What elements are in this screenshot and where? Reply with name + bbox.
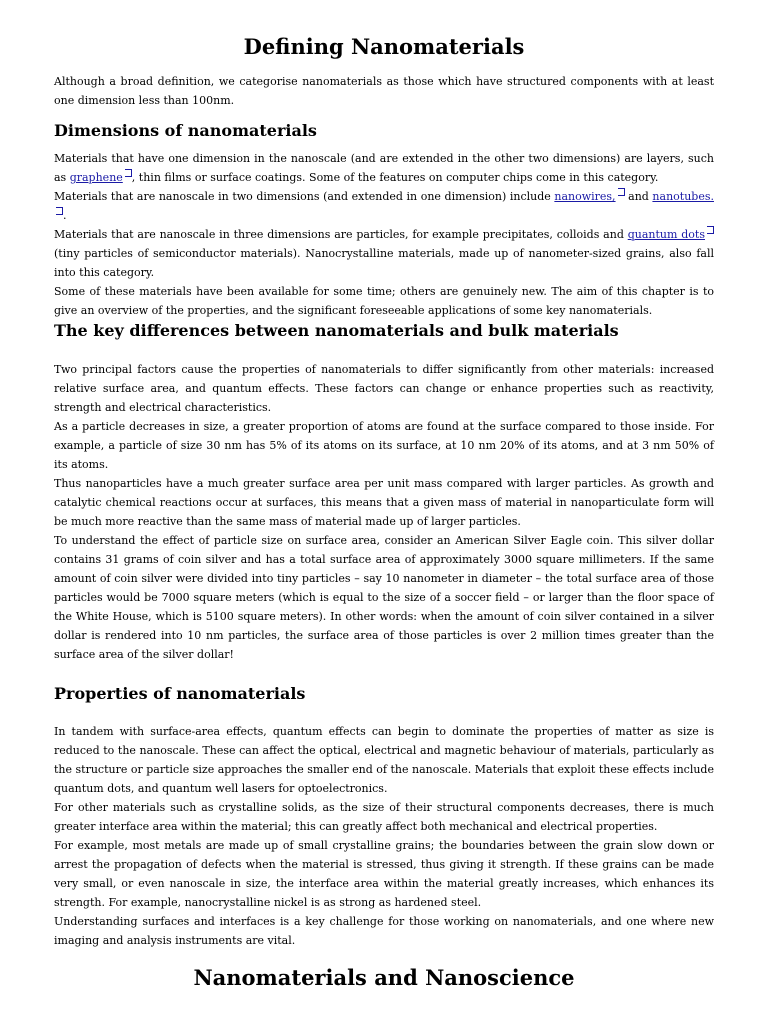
paragraph: Two principal factors cause the properties of nanomaterials to differ significantly from other materials: increased relative surface area, and quantum effects. These factors can change or enhance properties such as reactivity, strength and electrical characteristics. bbox=[54, 363, 714, 414]
link-nanotubes[interactable]: nanotubes. bbox=[652, 190, 714, 203]
paragraph: In tandem with surface-area effects, quantum effects can begin to dominate the properties of matter as size is reduced to the nanoscale. These can affect the optical, electrical and magnetic behaviour of materials, particularly as the structure or particle size approaches the smaller end of the nanoscale. Materials that exploit these effects include quantum dots, and quantum well lasers for optoelectronics. bbox=[54, 725, 714, 795]
section-body-dimensions bbox=[54, 149, 714, 320]
paragraph: Materials that are nanoscale in two dimensions (and extended in one dimension) include nanowires, and nanotubes.. bbox=[54, 190, 714, 222]
intro-paragraph: Although a broad definition, we categorise nanomaterials as those which have structured components with at least one dimension less than 100nm. bbox=[54, 75, 714, 107]
paragraph: As a particle decreases in size, a greater proportion of atoms are found at the surface compared to those inside. For example, a particle of size 30 nm has 5% of its atoms on its surface, at 10 nm 20% of its atoms, and at 3 nm 50% of its atoms. bbox=[54, 420, 714, 471]
external-link-icon bbox=[125, 169, 132, 177]
link-graphene[interactable]: graphene bbox=[69, 171, 123, 184]
section-heading-differences: The key differences between nanomaterials and bulk materials bbox=[54, 321, 619, 340]
external-link-icon bbox=[707, 226, 714, 234]
paragraph: Materials that have one dimension in the nanoscale (and are extended in the other two dimensions) are layers, such as graphene , thin films or surface coatings. Some of the features on computer chips come in this category. bbox=[54, 152, 714, 184]
section-body-properties bbox=[54, 722, 714, 950]
paragraph: For example, most metals are made up of small crystalline grains; the boundaries between the grain slow down or arrest the propagation of defects when the material is stressed, thus giving it strength. If these grains can be made very small, or even nanoscale in size, the interface area within the material greatly increases, which enhances its strength. For example, nanocrystalline nickel is as strong as hardened steel. bbox=[54, 839, 714, 909]
paragraph: Thus nanoparticles have a much greater surface area per unit mass compared with larger particles. As growth and catalytic chemical reactions occur at surfaces, this means that a given mass of material in nanoparticulate form will be much more reactive than the same mass of material made up of larger particles. bbox=[54, 477, 714, 528]
link-nanowires[interactable]: nanowires, bbox=[554, 190, 616, 203]
link-quantum-dots[interactable]: quantum dots bbox=[627, 228, 705, 241]
paragraph: For other materials such as crystalline solids, as the size of their structural components decreases, there is much greater interface area within the material; this can greatly affect both mechanical and electrical properties. bbox=[54, 801, 714, 833]
paragraph: Understanding surfaces and interfaces is a key challenge for those working on nanomaterials, and one where new imaging and analysis instruments are vital. bbox=[54, 915, 714, 947]
paragraph: To understand the effect of particle size on surface area, consider an American Silver Eagle coin. This silver dollar contains 31 grams of coin silver and has a total surface area of approximately 3000 square millimeters. If the same amount of coin silver were divided into tiny particles – say 10 nanometer in diameter – the total surface area of those particles would be 7000 square meters (which is equal to the size of a soccer field – or larger than the floor space of the White House, which is 5100 square meters). In other words: when the amount of coin silver contained in a silver dollar is rendered into 10 nm particles, the surface area of those particles is over 2 million times greater than the surface area of the silver dollar! bbox=[54, 534, 714, 661]
external-link-icon bbox=[618, 188, 625, 196]
external-link-icon bbox=[56, 207, 63, 215]
section-heading-properties: Properties of nanomaterials bbox=[54, 684, 306, 703]
section-heading-dimensions: Dimensions of nanomaterials bbox=[54, 121, 317, 140]
paragraph: Materials that are nanoscale in three dimensions are particles, for example precipitates, colloids and quantum dots (tiny particles of semiconductor materials). Nanocrystalline materials, made up of nanometer-sized grains, also fall into this category. bbox=[54, 228, 714, 279]
section-body-differences bbox=[54, 360, 714, 664]
page-title: Defining Nanomaterials bbox=[243, 34, 525, 59]
next-section-title: Nanomaterials and Nanoscience bbox=[193, 965, 575, 990]
paragraph: Some of these materials have been available for some time; others are genuinely new. The aim of this chapter is to give an overview of the properties, and the significant foreseeable applications of some key nanomaterials. bbox=[54, 285, 714, 317]
